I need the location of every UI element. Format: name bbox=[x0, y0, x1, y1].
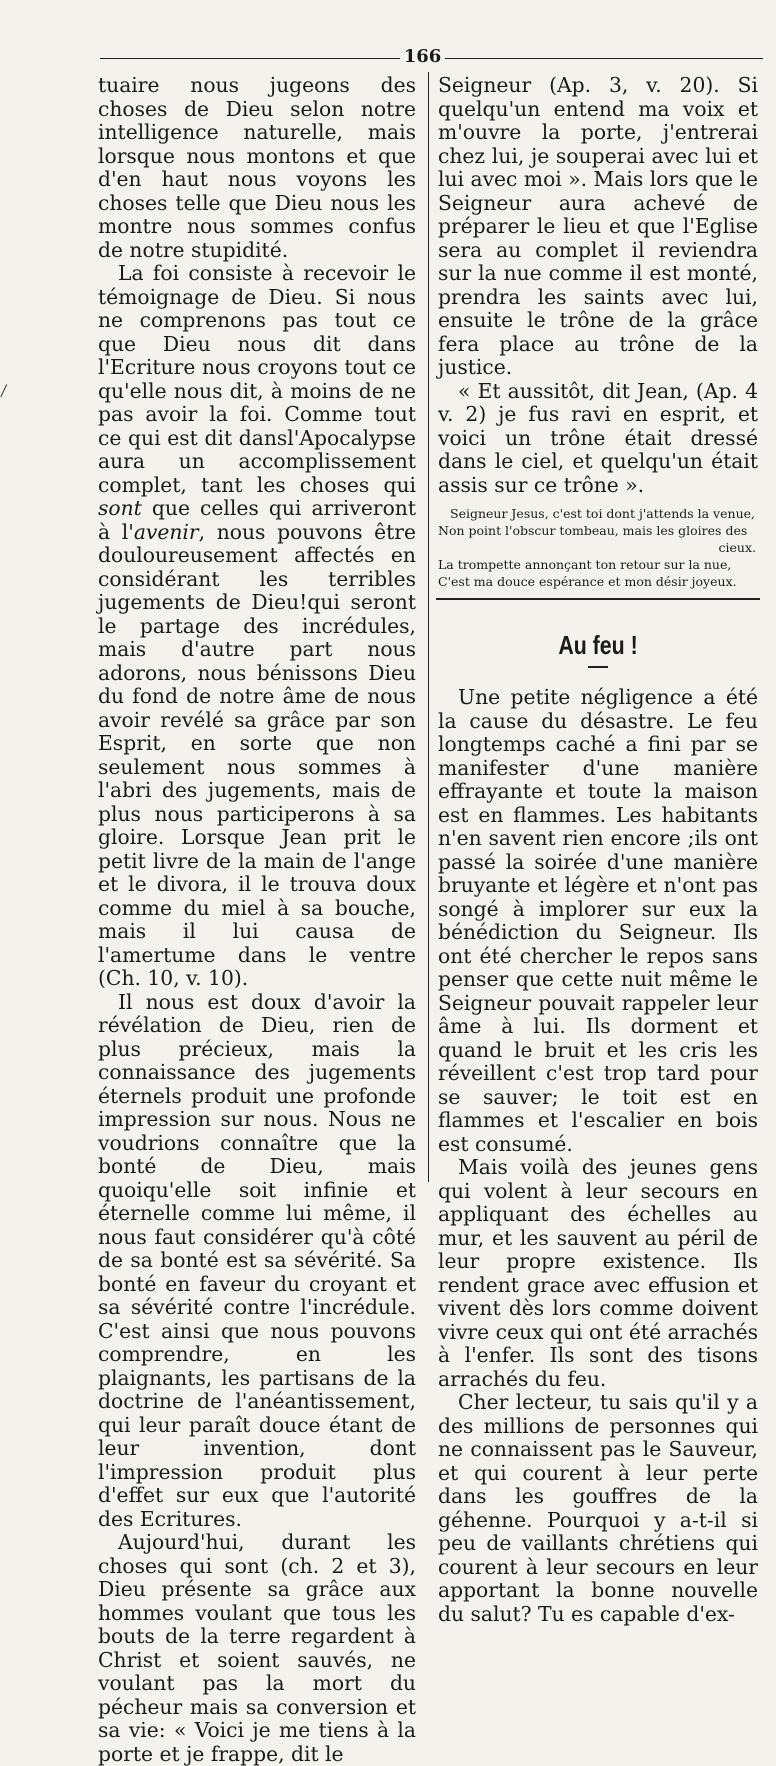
poem-line: C'est ma douce espérance et mon désir joyeux. bbox=[438, 574, 737, 589]
paragraph: Cher lecteur, tu sais qu'il y a des millions de personnes qui ne connaissent pas le Sauveur, et qui courent à leur perte dans les gouffres de la géhenne. Pourquoi y a-t-il si peu de vaillants chrétiens qui courent à leur secours en leur apportant la bonne nouvelle du salut? Tu es capable d'ex- bbox=[438, 1390, 758, 1626]
scripture-reference: Ap. 4 v. 2 bbox=[438, 378, 758, 426]
poem-line: La trompette annonçant ton retour sur la nue, bbox=[438, 557, 732, 572]
page-number: 166 bbox=[403, 46, 442, 67]
poem-stanza bbox=[438, 505, 758, 590]
paragraph: Seigneur (Ap. 3, v. 20). Si quelqu'un entend ma voix et m'ouvre la porte, j'entrerai chez lui, je souperai avec lui et lui avec moi ». Mais lors que le Seigneur aura achevé de préparer le lieu et que l'Eglise sera au complet il reviendra sur la nue comme il est monté, prendra les saints avec lui, ensuite le trône de la grâce fera place au trône de la justice. bbox=[438, 73, 758, 379]
poem-line-continuation: cieux. bbox=[718, 540, 756, 555]
column-divider bbox=[428, 72, 429, 1182]
poem-line: Non point l'obscur tombeau, mais les gloires des bbox=[438, 523, 748, 538]
paragraph: tuaire nous jugeons des choses de Dieu selon notre intelligence naturelle, mais lorsque nous montons et que d'en haut nous voyons les choses telle que Dieu nous les montre nous sommes confus de notre stupidité. bbox=[98, 73, 416, 262]
paragraph: « Et aussitôt, dit Jean, (Ap. 4 v. 2) je fus ravi en esprit, et voici un trône était dressé dans le ciel, et quelqu'un était assis sur ce trône ». bbox=[438, 378, 758, 497]
paragraph: Une petite négligence a été la cause du désastre. Le feu longtemps caché a fini par se manifester d'une manière effrayante et toute la maison est en flammes. Les habitants n'en savent rien encore ;ils ont passé la soirée d'une manière bruyante et légère et n'ont pas songé à implorer sur eux la bénédiction du Seigneur. Ils ont été chercher le repos sans penser que cette nuit même le Seigneur pouvait rappeler leur âme à lui. Ils dorment et quand le bruit et les cris les réveillent c'est trop tard pour se sauver; le toit est en flammes et l'escalier en bois est consumé. bbox=[438, 685, 758, 1156]
poem-line: Seigneur Jesus, c'est toi dont j'attends la venue, bbox=[450, 506, 755, 521]
title-dash bbox=[588, 666, 608, 668]
scripture-reference: Ap. 3, v. 20 bbox=[556, 73, 706, 97]
right-column bbox=[438, 74, 758, 1626]
left-column bbox=[98, 74, 416, 1766]
margin-mark bbox=[0, 384, 12, 400]
section-title: Au feu ! bbox=[558, 630, 638, 660]
paragraph: Mais voilà des jeunes gens qui volent à leur secours en appliquant des échelles au mur, et les sauvent au péril de leur propre existence. Ils rendent grace avec effusion et vivent dès lors comme doivent vivre ceux qui ont été arrachés à l'enfer. Ils sont des tisons arrachés du feu. bbox=[438, 1155, 758, 1391]
paragraph: Aujourd'hui, durant les choses qui sont (ch. 2 et 3), Dieu présente sa grâce aux hommes voulant que tous les bouts de la terre regardent à Christ et soient sauvés, ne voulant pas la mort du pécheur mais sa conversion et sa vie: « Voici je me tiens à la porte et je frappe, dit le bbox=[98, 1530, 416, 1766]
paragraph: Il nous est doux d'avoir la révélation de Dieu, rien de plus précieux, mais la connaissance des jugements éternels produit une profonde impression sur nous. Nous ne voudrions connaître que la bonté de Dieu, mais quoiqu'elle soit infinie et éternelle comme lui même, il nous faut considérer qu'à côté de sa bonté est sa sévérité. Sa bonté en faveur du croyant et sa sévérité contre l'incrédule. C'est ainsi que nous pouvons comprendre, en les plaignants, les partisans de la doctrine de l'anéantissement, qui leur paraît douce étant de leur invention, dont l'impression produit plus d'effet sur eux que l'autorité des Ecritures. bbox=[98, 989, 416, 1531]
section-rule bbox=[436, 598, 760, 600]
header-rule-left bbox=[100, 58, 400, 59]
scripture-reference: Ch. 10, v. 10 bbox=[105, 966, 234, 990]
header-rule-right bbox=[445, 58, 763, 59]
paragraph: La foi consiste à recevoir le témoignage de Dieu. Si nous ne comprenons pas tout ce que Dieu nous dit dans l'Ecriture nous croyons tout ce qu'elle nous dit, à moins de ne pas avoir la foi. Comme tout ce qui est dit dansl'Apocalypse aura un accomplissement complet, tant les choses qui sont que celles qui arriveront à l'avenir, nous pouvons être douloureusement affectés en considérant les terribles jugements de Dieu!qui seront le partage des incrédules, mais d'autre part nous adorons, nous bénissons Dieu du fond de notre âme de nous avoir revélé sa grâce par son Esprit, en sorte que non seulement nous sommes à l'abri des jugements, mais de plus nous participerons à sa gloire. Lorsque Jean prit le petit livre de la main de l'ange et le divora, il le trouva doux comme du miel à sa bouche, mais il lui causa de l'amertume dans le ventre (Ch. 10, v. 10). bbox=[98, 261, 416, 990]
